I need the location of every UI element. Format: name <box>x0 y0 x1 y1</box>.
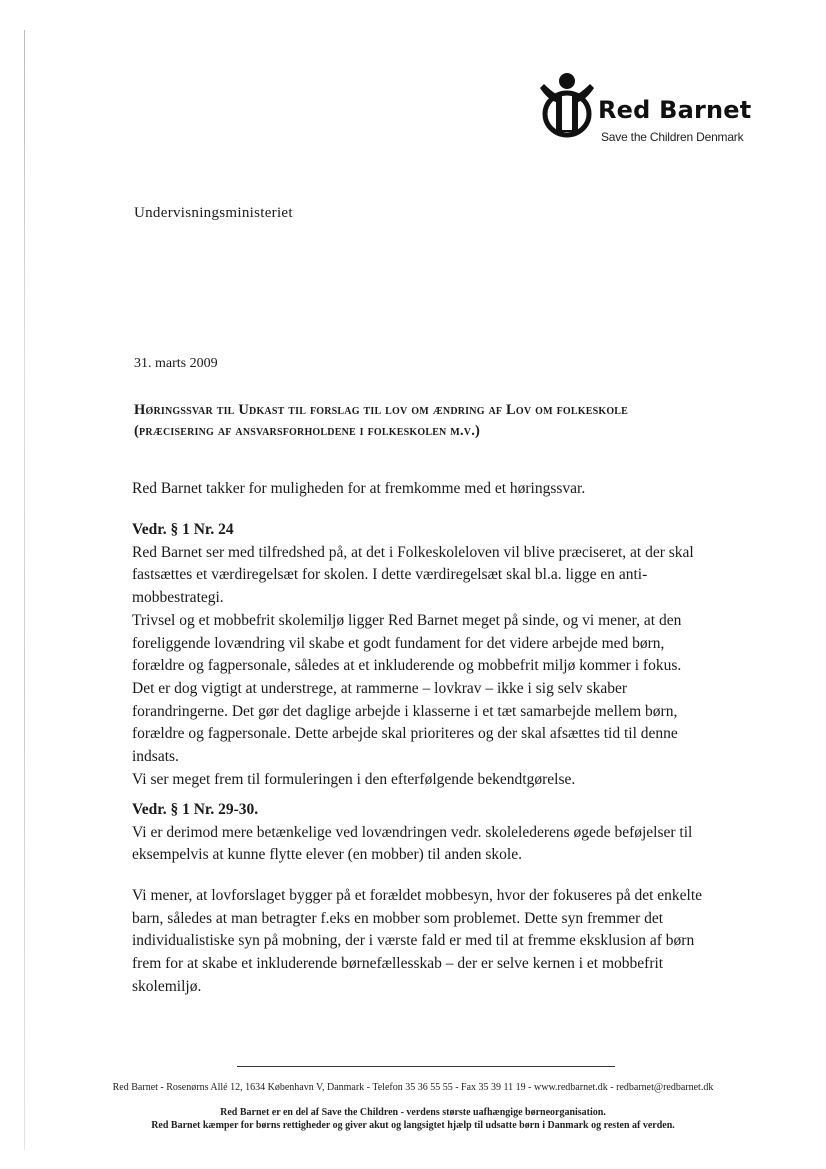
text-line: mobbestrategi. <box>132 589 224 607</box>
recipient: Undervisningsministeriet <box>134 205 293 221</box>
text-line: fastsættes et værdiregelsæt for skolen. I dette værdiregelsæt skal bl.a. ligge en anti- <box>132 566 648 584</box>
text-line: barn, således at man betragter f.eks en mobber som problemet. Dette syn fremmer det <box>132 909 664 927</box>
logo-subtitle: Save the Children Denmark <box>601 130 744 144</box>
subject-heading <box>134 400 754 442</box>
text-line: forældre og fagpersonale, således at et inkluderende og mobbefrit miljø kommer i fokus. <box>132 657 682 675</box>
text-line: foreliggende lovændring vil skabe et godt fundament for det videre arbejde med børn, <box>132 634 665 652</box>
subject-line: (præcisering af ansvarsforholdene i folkeskolen m.v.) <box>134 423 481 439</box>
text-line: Trivsel og et mobbefrit skolemiljø ligger Red Barnet meget på sinde, og vi mener, at den <box>132 611 682 629</box>
red-barnet-logo <box>538 70 768 150</box>
footer-info <box>0 1106 826 1132</box>
text-line: individualistiske syn på mobning, der i værste fald er med til at fremme eksklusion af børn <box>132 932 695 950</box>
intro-text: Red Barnet takker for muligheden for at fremkomme med et høringssvar. <box>132 480 586 497</box>
text-line: Vi ser meget frem til formuleringen i den efterfølgende bekendtgørelse. <box>132 770 576 788</box>
text-line: indsats. <box>132 748 179 766</box>
scan-margin-line <box>24 30 25 1150</box>
logo-name: Red Barnet <box>598 96 752 124</box>
text-line: Vi mener, at lovforslaget bygger på et forældet mobbesyn, hvor der fokuseres på det enkelte <box>132 887 703 904</box>
text-line: eksempelvis at kunne flytte elever (en mobber) til anden skole. <box>132 846 522 864</box>
section-2 <box>132 799 732 867</box>
intro-paragraph <box>132 478 732 501</box>
footer-info-line: Red Barnet er en del af Save the Children - verdens største uafhængige børneorganisation. <box>220 1107 606 1118</box>
text-line: Det er dog vigtigt at understrege, at rammerne – lovkrav – ikke i sig selv skaber <box>132 679 627 697</box>
section-heading: Vedr. § 1 Nr. 29-30. <box>132 801 259 818</box>
letter-date: 31. marts 2009 <box>134 356 218 371</box>
footer-divider <box>237 1066 615 1067</box>
section-heading: Vedr. § 1 Nr. 24 <box>132 521 234 538</box>
subject-line: Høringssvar til Udkast til forslag til lov om ændring af Lov om folkeskole <box>134 402 629 418</box>
child-raising-arms-icon <box>538 70 596 142</box>
text-line: frem for at skabe et inkluderende børnefællesskab – der er selve kernen i et mobbefrit <box>132 955 664 973</box>
text-line: skolemiljø. <box>132 977 202 995</box>
section-2-paragraph <box>132 885 732 999</box>
footer-info-line: Red Barnet kæmper for børns rettigheder og giver akut og langsigtet hjælp til udsatte børn i Danmark og resten af verden. <box>151 1120 675 1131</box>
section-1 <box>132 519 732 791</box>
text-line: Vi er derimod mere betænkelige ved lovændringen vedr. skolelederens øgede beføjelser til <box>132 823 693 841</box>
footer-contact: Red Barnet - Rosenørns Allé 12, 1634 København V, Danmark - Telefon 35 36 55 55 - Fax 35 39 11 19 - www.redbarnet.dk - redbarnet@redbarnet.dk <box>112 1082 714 1093</box>
text-line: forandringerne. Det gør det daglige arbejde i klasserne i et tæt samarbejde mellem børn, <box>132 702 678 720</box>
text-line: forældre og fagpersonale. Dette arbejde skal prioriteres og der skal afsættes tid til denne <box>132 725 678 743</box>
text-line: Red Barnet ser med tilfredshed på, at det i Folkeskoleloven vil blive præciseret, at der skal <box>132 543 694 561</box>
